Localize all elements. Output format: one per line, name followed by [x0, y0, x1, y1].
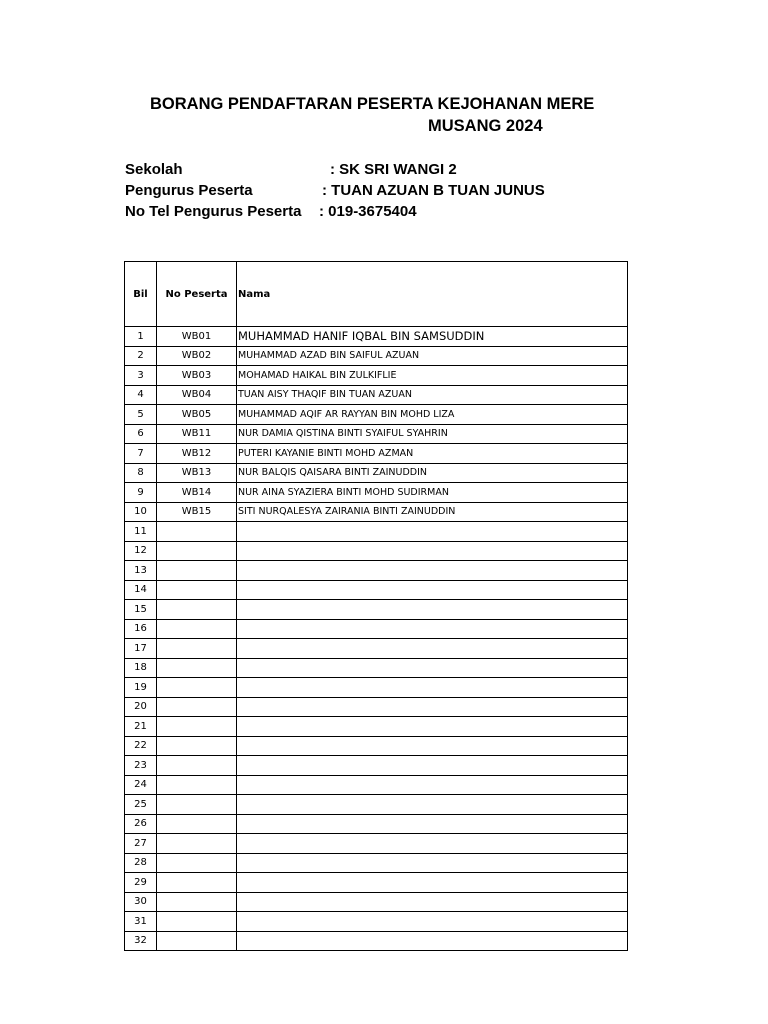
form-title-line-1: BORANG PENDAFTARAN PESERTA KEJOHANAN MERE: [150, 95, 595, 113]
cell-bil: 28: [125, 853, 157, 873]
table-body: [125, 327, 628, 951]
cell-bil: 7: [125, 444, 157, 464]
cell-nama: [237, 795, 628, 815]
cell-nama: [237, 561, 628, 581]
cell-nama: [237, 697, 628, 717]
table-row: [125, 931, 628, 951]
cell-bil: 1: [125, 327, 157, 347]
table-row: [125, 736, 628, 756]
table-row: [125, 795, 628, 815]
cell-no-peserta: WB11: [157, 424, 237, 444]
cell-no-peserta: [157, 892, 237, 912]
cell-bil: 6: [125, 424, 157, 444]
cell-nama: [237, 639, 628, 659]
cell-bil: 13: [125, 561, 157, 581]
cell-nama: [237, 853, 628, 873]
cell-no-peserta: [157, 658, 237, 678]
cell-bil: 31: [125, 912, 157, 932]
table-row: [125, 483, 628, 503]
cell-bil: 4: [125, 385, 157, 405]
cell-bil: 12: [125, 541, 157, 561]
cell-nama: [237, 580, 628, 600]
header-bil: Bil: [125, 262, 157, 327]
cell-bil: 26: [125, 814, 157, 834]
pengurus-value: : TUAN AZUAN B TUAN JUNUS: [322, 182, 545, 199]
cell-no-peserta: [157, 834, 237, 854]
cell-nama: [237, 814, 628, 834]
cell-no-peserta: WB05: [157, 405, 237, 425]
cell-no-peserta: [157, 756, 237, 776]
cell-no-peserta: [157, 853, 237, 873]
cell-bil: 30: [125, 892, 157, 912]
cell-bil: 17: [125, 639, 157, 659]
table-row: [125, 385, 628, 405]
table-row: [125, 502, 628, 522]
table-row: [125, 580, 628, 600]
table-row: [125, 658, 628, 678]
cell-no-peserta: WB02: [157, 346, 237, 366]
table-row: [125, 834, 628, 854]
table-row: [125, 853, 628, 873]
cell-bil: 25: [125, 795, 157, 815]
tel-value: : 019-3675404: [319, 203, 417, 220]
cell-bil: 9: [125, 483, 157, 503]
cell-bil: 2: [125, 346, 157, 366]
cell-no-peserta: [157, 619, 237, 639]
header-nama: Nama: [237, 262, 628, 327]
cell-nama: [237, 892, 628, 912]
table-row: [125, 814, 628, 834]
cell-nama: TUAN AISY THAQIF BIN TUAN AZUAN: [237, 385, 628, 405]
sekolah-label: Sekolah: [125, 161, 183, 178]
cell-no-peserta: [157, 912, 237, 932]
table-row: [125, 873, 628, 893]
cell-no-peserta: [157, 736, 237, 756]
table-row: [125, 756, 628, 776]
cell-no-peserta: [157, 639, 237, 659]
table-row: [125, 678, 628, 698]
cell-bil: 32: [125, 931, 157, 951]
cell-nama: [237, 522, 628, 542]
cell-no-peserta: [157, 931, 237, 951]
table-row: [125, 405, 628, 425]
cell-nama: NUR BALQIS QAISARA BINTI ZAINUDDIN: [237, 463, 628, 483]
table-row: [125, 346, 628, 366]
table-row: [125, 366, 628, 386]
cell-nama: [237, 775, 628, 795]
cell-no-peserta: WB15: [157, 502, 237, 522]
header-no-peserta: No Peserta: [157, 262, 237, 327]
cell-nama: MUHAMMAD HANIF IQBAL BIN SAMSUDDIN: [237, 327, 628, 347]
cell-nama: [237, 912, 628, 932]
table-row: [125, 541, 628, 561]
cell-nama: NUR AINA SYAZIERA BINTI MOHD SUDIRMAN: [237, 483, 628, 503]
table-row: [125, 600, 628, 620]
cell-nama: [237, 873, 628, 893]
cell-bil: 21: [125, 717, 157, 737]
cell-nama: [237, 717, 628, 737]
cell-bil: 10: [125, 502, 157, 522]
cell-no-peserta: [157, 541, 237, 561]
cell-nama: [237, 678, 628, 698]
registration-table: [124, 261, 628, 951]
table-row: [125, 775, 628, 795]
cell-nama: [237, 931, 628, 951]
table-row: [125, 522, 628, 542]
cell-no-peserta: [157, 717, 237, 737]
table-header-row: [125, 262, 628, 327]
sekolah-value: : SK SRI WANGI 2: [330, 161, 457, 178]
cell-no-peserta: WB12: [157, 444, 237, 464]
form-title-line-2: MUSANG 2024: [428, 117, 543, 135]
cell-no-peserta: [157, 873, 237, 893]
table-row: [125, 912, 628, 932]
tel-label: No Tel Pengurus Peserta: [125, 203, 302, 220]
cell-nama: MUHAMMAD AZAD BIN SAIFUL AZUAN: [237, 346, 628, 366]
pengurus-label: Pengurus Peserta: [125, 182, 253, 199]
cell-nama: SITI NURQALESYA ZAIRANIA BINTI ZAINUDDIN: [237, 502, 628, 522]
cell-bil: 3: [125, 366, 157, 386]
cell-nama: [237, 600, 628, 620]
table-row: [125, 619, 628, 639]
cell-bil: 11: [125, 522, 157, 542]
table-row: [125, 424, 628, 444]
cell-bil: 14: [125, 580, 157, 600]
cell-bil: 27: [125, 834, 157, 854]
cell-nama: [237, 736, 628, 756]
cell-bil: 18: [125, 658, 157, 678]
cell-bil: 8: [125, 463, 157, 483]
cell-bil: 23: [125, 756, 157, 776]
cell-bil: 19: [125, 678, 157, 698]
cell-bil: 15: [125, 600, 157, 620]
cell-nama: [237, 619, 628, 639]
cell-nama: [237, 658, 628, 678]
cell-bil: 29: [125, 873, 157, 893]
cell-no-peserta: [157, 814, 237, 834]
cell-no-peserta: [157, 600, 237, 620]
cell-no-peserta: [157, 561, 237, 581]
table-row: [125, 561, 628, 581]
cell-nama: [237, 834, 628, 854]
table-row: [125, 639, 628, 659]
cell-nama: [237, 756, 628, 776]
cell-bil: 20: [125, 697, 157, 717]
table-row: [125, 444, 628, 464]
cell-bil: 22: [125, 736, 157, 756]
cell-no-peserta: WB03: [157, 366, 237, 386]
cell-bil: 24: [125, 775, 157, 795]
cell-no-peserta: WB04: [157, 385, 237, 405]
cell-no-peserta: WB01: [157, 327, 237, 347]
cell-nama: MOHAMAD HAIKAL BIN ZULKIFLIE: [237, 366, 628, 386]
cell-no-peserta: [157, 522, 237, 542]
table-row: [125, 327, 628, 347]
table-row: [125, 717, 628, 737]
cell-nama: MUHAMMAD AQIF AR RAYYAN BIN MOHD LIZA: [237, 405, 628, 425]
cell-no-peserta: [157, 678, 237, 698]
table-row: [125, 697, 628, 717]
cell-bil: 16: [125, 619, 157, 639]
cell-no-peserta: WB14: [157, 483, 237, 503]
table-row: [125, 892, 628, 912]
cell-no-peserta: WB13: [157, 463, 237, 483]
cell-no-peserta: [157, 795, 237, 815]
cell-nama: [237, 541, 628, 561]
cell-no-peserta: [157, 775, 237, 795]
table-row: [125, 463, 628, 483]
cell-nama: PUTERI KAYANIE BINTI MOHD AZMAN: [237, 444, 628, 464]
cell-bil: 5: [125, 405, 157, 425]
cell-nama: NUR DAMIA QISTINA BINTI SYAIFUL SYAHRIN: [237, 424, 628, 444]
cell-no-peserta: [157, 697, 237, 717]
cell-no-peserta: [157, 580, 237, 600]
